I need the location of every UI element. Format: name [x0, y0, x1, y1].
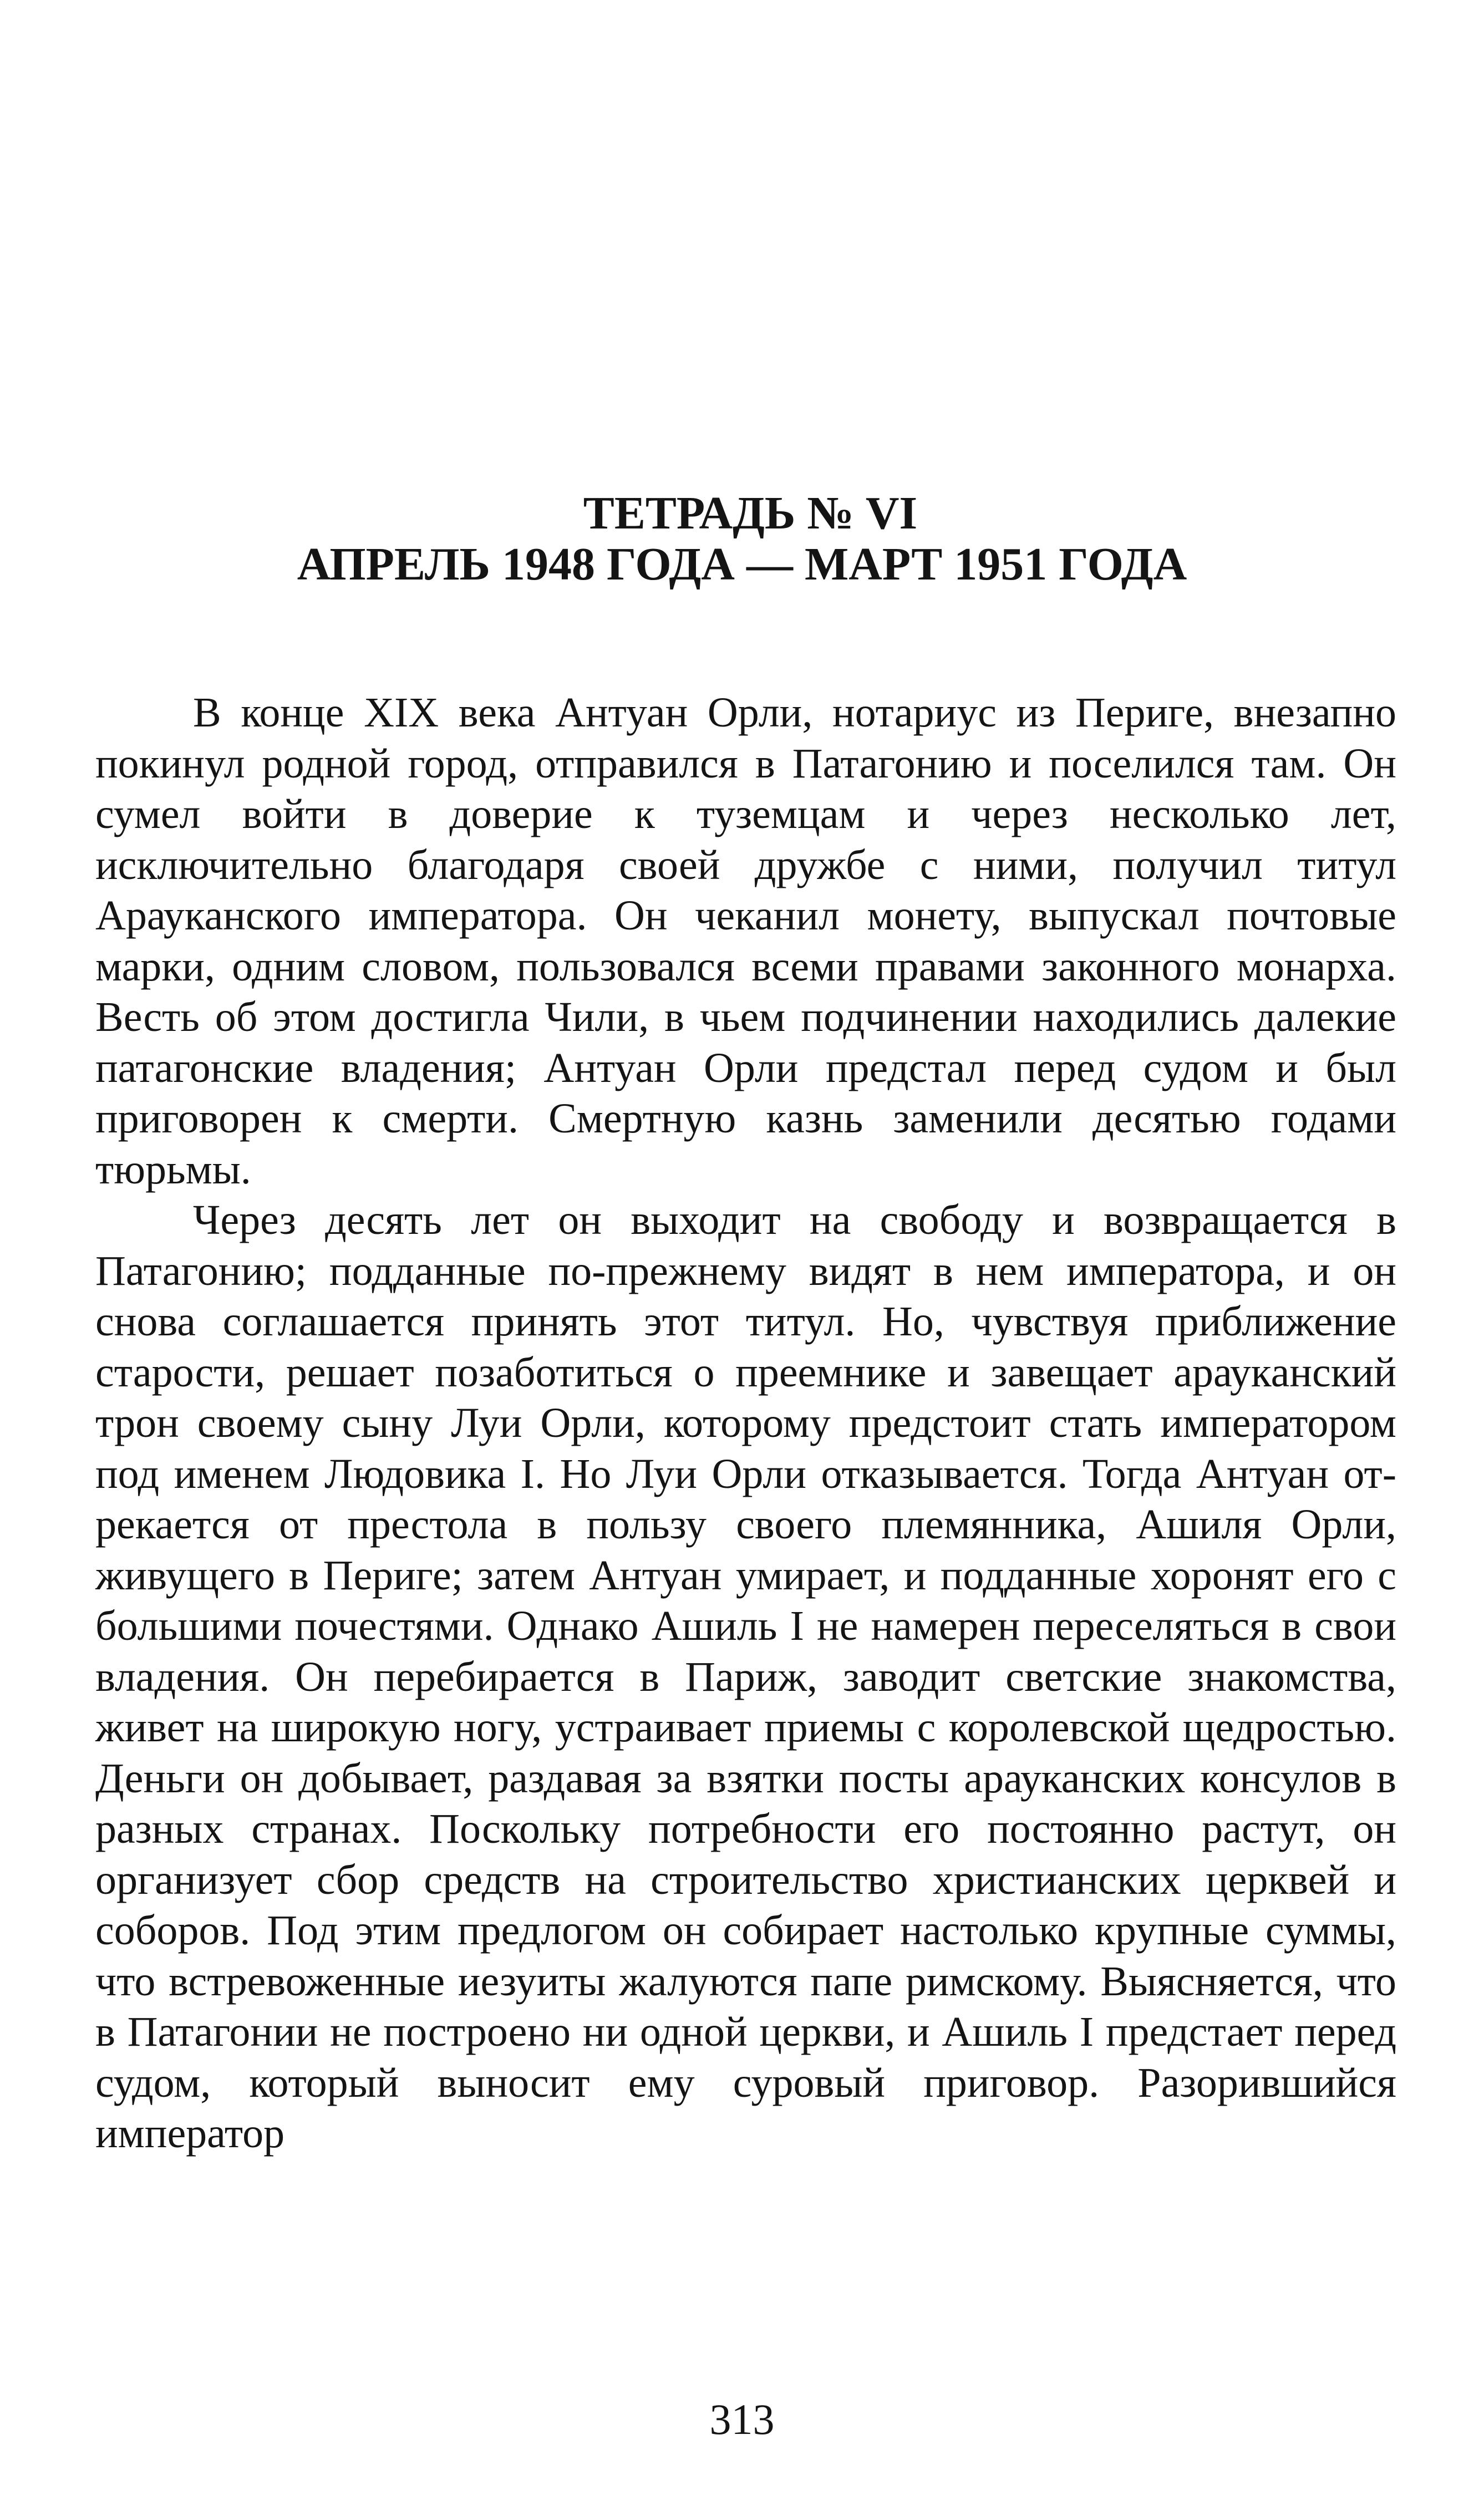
- body-text: [95, 688, 1396, 2159]
- paragraph-2: Через десять лет он выходит на свободу и возвращается в Патагонию; подданные по-прежнему видят в нем императора, и он снова соглашается принять этот титул. Но, чувствуя приближение старости, решает позаботиться о преемнике и завещает арауканский трон своему сыну Луи Орли, которому предстоит стать императором под именем Людовика I. Но Луи Орли отказывается. Тогда Антуан отрекается от престола в пользу своего племянника, Ашиля Орли, живущего в Периге; затем Антуан умирает, и подданные хоронят его с большими почестями. Однако Ашиль I не намерен переселяться в свои владения. Он перебирается в Париж, заводит светские знакомства, живет на широкую ногу, устраивает приемы с королевской щедростью. Деньги он добывает, раздавая за взятки посты арауканских консулов в разных странах. Поскольку потребности его постоянно растут, он организует сбор средств на строительство христианских церквей и соборов. Под этим предлогом он собирает настолько крупные суммы, что встревоженные иезуиты жалуются папе римскому. Выясняется, что в Патагонии не построено ни одной церкви, и Ашиль I предстает перед судом, который выносит ему суровый приговор. Разорившийся император: [95, 1197, 1396, 2157]
- page-number: 313: [709, 2395, 775, 2443]
- chapter-heading: [0, 488, 1484, 590]
- chapter-title: ТЕТРАДЬ № VI: [583, 487, 918, 539]
- paragraph-1: В конце XIX века Антуан Орли, нотариус из Периге, внезапно покинул родной город, отправился в Патагонию и поселился там. Он сумел войти в доверие к туземцам и через несколько лет, исключительно благодаря своей дружбе с ними, получил титул Арауканского императора. Он чеканил монету, выпускал почтовые марки, одним словом, пользовался всеми правами законного монарха. Весть об этом достигла Чили, в чьем подчинении находились далекие патагонские владения; Антуан Орли предстал перед судом и был приговорен к смерти. Смертную казнь заменили десятью годами тюрьмы.: [95, 689, 1396, 1193]
- chapter-date-range: АПРЕЛЬ 1948 ГОДА — МАРТ 1951 ГОДА: [297, 538, 1187, 590]
